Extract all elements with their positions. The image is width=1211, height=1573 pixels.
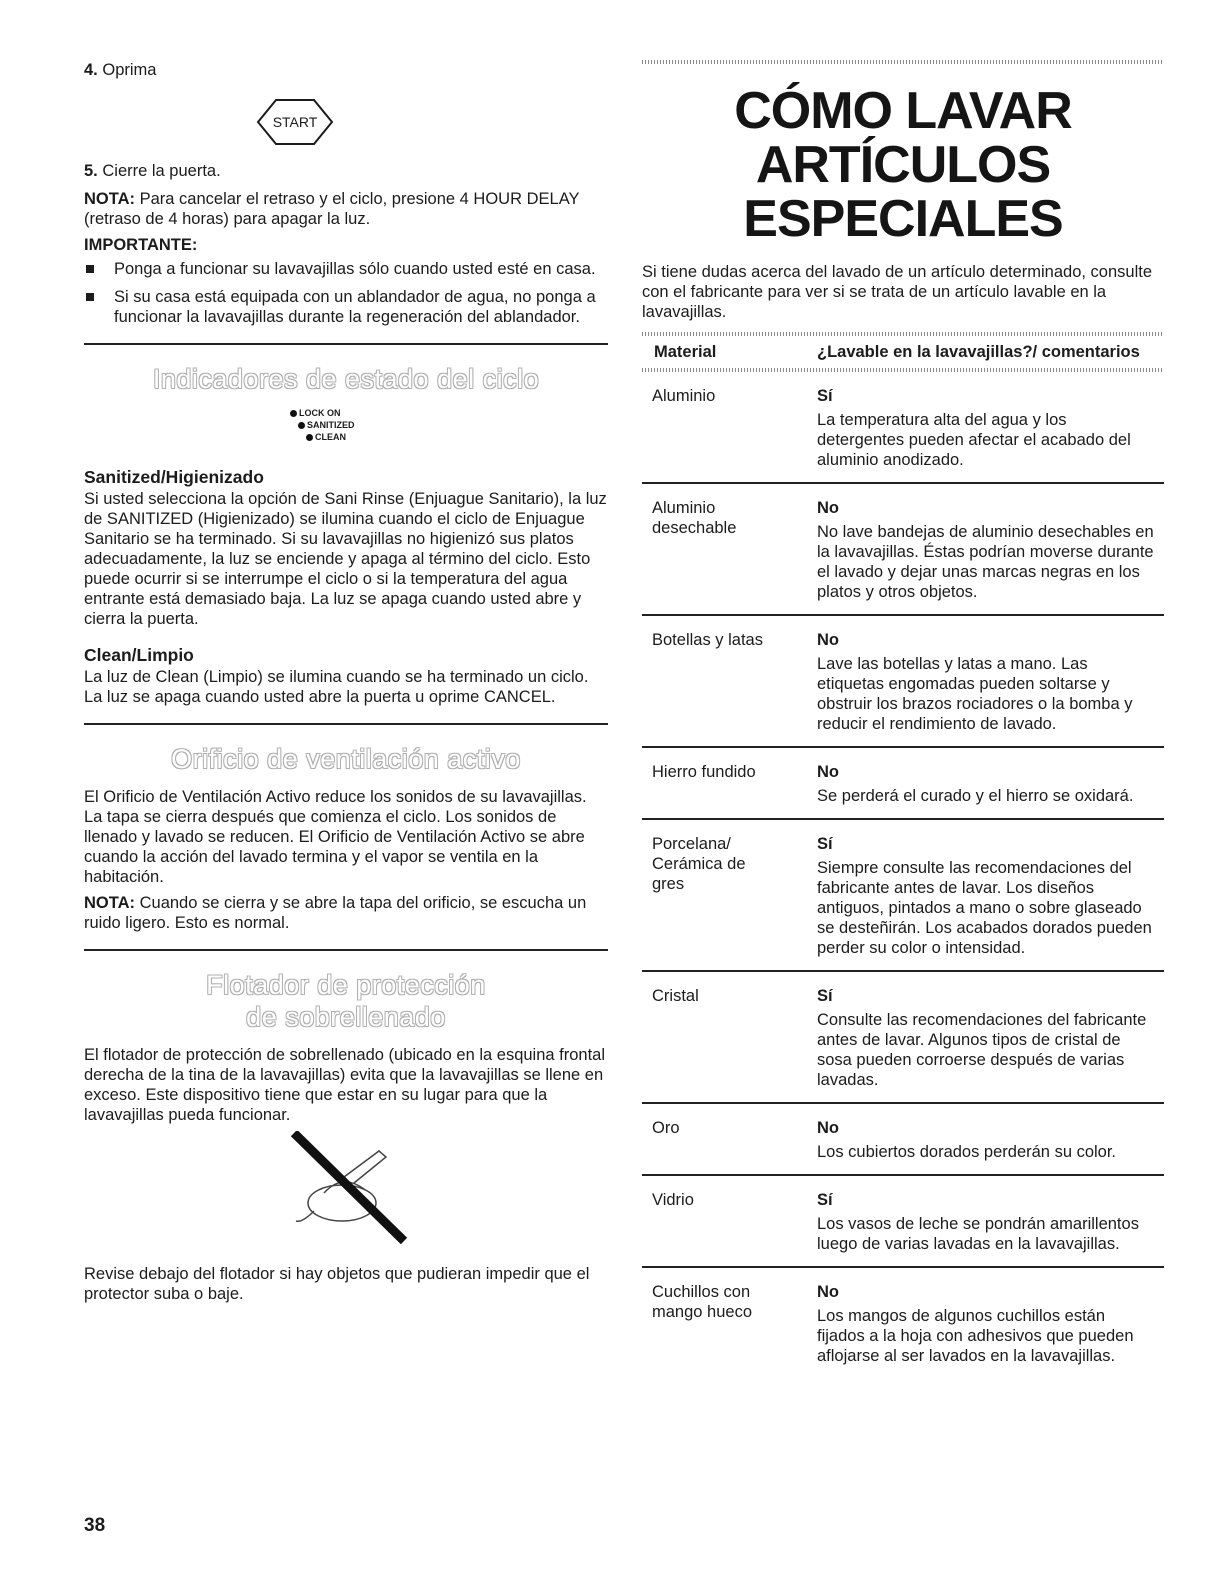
light-sanitized — [298, 419, 608, 431]
important-item: Ponga a funcionar su lavavajillas sólo cuando usted esté en casa. — [84, 259, 608, 279]
comment-cell — [817, 386, 1157, 470]
comment-text: La temperatura alta del agua y los detergentes pueden afectar el acabado del aluminio anodizado. — [817, 411, 1131, 469]
washable-answer: Sí — [817, 835, 833, 853]
dotted-divider — [642, 60, 1164, 64]
washable-answer: No — [817, 1283, 839, 1301]
step-4 — [84, 60, 608, 80]
comment-text: Los cubiertos dorados perderán su color. — [817, 1143, 1117, 1161]
table-row — [642, 1104, 1164, 1176]
material-cell: Aluminio desechable — [652, 499, 737, 537]
title-line: ESPECIALES — [743, 190, 1063, 248]
light-lock-on — [290, 407, 608, 419]
section-divider — [84, 343, 608, 345]
title-line: ARTÍCULOS — [755, 136, 1051, 194]
table-row — [642, 820, 1164, 972]
indicator-lights — [290, 407, 608, 443]
material-cell: Cuchillos con mango hueco — [652, 1283, 752, 1321]
washable-answer: No — [817, 763, 839, 781]
title-line: CÓMO LAVAR — [734, 82, 1072, 140]
step-5 — [84, 161, 608, 181]
light-dot-icon — [298, 422, 305, 429]
section-title-float — [84, 969, 608, 1033]
important-heading: IMPORTANTE: — [84, 236, 198, 254]
title-line: de sobrellenado — [246, 1002, 446, 1032]
material-cell: Cristal — [652, 987, 699, 1005]
washable-answer: Sí — [817, 987, 833, 1005]
material-cell: Oro — [652, 1119, 680, 1137]
section-divider — [84, 949, 608, 951]
comment-cell — [817, 1282, 1157, 1366]
section-title-indicators: Indicadores de estado del ciclo — [152, 364, 540, 394]
page-title — [642, 84, 1164, 246]
table-row — [642, 1176, 1164, 1268]
comment-text: No lave bandejas de aluminio desechables en la lavavajillas. Éstas podrían moverse durante el lavado y dejar unas marcas negras en los platos y otros objetos. — [817, 523, 1154, 601]
sanitized-heading: Sanitized/Higienizado — [84, 467, 264, 487]
step-number: 5. — [84, 162, 98, 180]
right-column — [642, 60, 1164, 1378]
comment-text: Los mangos de algunos cuchillos están fijados a la hoja con adhesivos que pueden aflojarse al ser lavados en la lavavajillas. — [817, 1307, 1134, 1365]
title-line: Flotador de protección — [206, 970, 486, 1000]
clean-text: La luz de Clean (Limpio) se ilumina cuando se ha terminado un ciclo. La luz se apaga cuando usted abre la puerta u oprime CANCEL. — [84, 668, 589, 706]
start-button-icon — [254, 96, 334, 148]
light-label: LOCK ON — [299, 408, 341, 418]
left-column — [84, 60, 608, 1304]
light-dot-icon — [306, 434, 313, 441]
sanitized-text: Si usted selecciona la opción de Sani Rinse (Enjuague Sanitario), la luz de SANITIZED (Higienizado) se ilumina cuando el ciclo de Enjuague Sanitario se ha terminado. Si su lavavajillas no higienizó sus platos adecuadamente, la luz se enciende y apaga al término del ciclo. Esto puede ocurrir si se interrumpe el ciclo o si la temperatura del agua entrante está demasiado baja. La luz se apaga cuando usted abre y cierra la puerta. — [84, 490, 607, 628]
note-text: Cuando se cierra y se abre la tapa del orificio, se escucha un ruido ligero. Esto es normal. — [84, 894, 587, 932]
important-item: Si su casa está equipada con un ablandador de agua, no ponga a funcionar la lavavajillas durante la regeneración del ablandador. — [84, 287, 608, 327]
comment-cell — [817, 1118, 1157, 1162]
material-cell: Vidrio — [652, 1191, 694, 1209]
step-text: Cierre la puerta. — [102, 162, 221, 180]
step-text: Oprima — [102, 61, 157, 79]
comment-cell — [817, 1190, 1157, 1254]
vent-note — [84, 893, 608, 933]
important-list — [84, 259, 608, 327]
header-washable: ¿Lavable en la lavavajillas?/ comentarios — [817, 343, 1140, 361]
comment-text: Lave las botellas y latas a mano. Las etiquetas engomadas pueden soltarse y obstruir los brazos rociadores o la bomba y reducir el rendimiento de lavado. — [817, 655, 1133, 733]
step-number: 4. — [84, 61, 98, 79]
table-row — [642, 484, 1164, 616]
note-label: NOTA: — [84, 894, 136, 912]
comment-text: Los vasos de leche se pondrán amarillentos luego de varias lavadas en la lavavajillas. — [817, 1215, 1139, 1253]
comment-text: Consulte las recomendaciones del fabricante antes de lavar. Algunos tipos de cristal de sosa pueden corroerse después de varias lavadas. — [817, 1011, 1147, 1089]
start-icon-label: START — [272, 114, 318, 130]
float-text: El flotador de protección de sobrellenado (ubicado en la esquina frontal derecha de la tina de la lavavajillas) evita que la lavavajillas se llene en exceso. Este dispositivo tiene que estar en su lugar para que la lavavajillas pueda funcionar. — [84, 1046, 606, 1124]
section-divider — [84, 723, 608, 725]
light-label: SANITIZED — [307, 420, 355, 430]
note-label: NOTA: — [84, 190, 136, 208]
overfill-float-icon — [284, 1131, 414, 1251]
material-cell: Hierro fundido — [652, 763, 756, 781]
comment-text: Se perderá el curado y el hierro se oxidará. — [817, 787, 1134, 805]
section-title-vent: Orificio de ventilación activo — [171, 744, 521, 774]
table-row — [642, 748, 1164, 820]
table-header — [642, 336, 1164, 368]
light-dot-icon — [290, 410, 297, 417]
table-row — [642, 1268, 1164, 1378]
comment-cell — [817, 986, 1157, 1090]
header-material: Material — [654, 343, 717, 361]
washable-answer: No — [817, 499, 839, 517]
comment-cell — [817, 762, 1157, 806]
comment-cell — [817, 498, 1157, 602]
note-cancel-delay — [84, 189, 608, 229]
table-body — [642, 372, 1164, 1378]
comment-cell — [817, 834, 1157, 958]
comment-cell — [817, 630, 1157, 734]
light-label: CLEAN — [315, 432, 346, 442]
clean-heading: Clean/Limpio — [84, 645, 194, 665]
material-cell: Aluminio — [652, 387, 716, 405]
light-clean — [306, 431, 608, 443]
washable-answer: No — [817, 631, 839, 649]
material-cell: Porcelana/ Cerámica de gres — [652, 835, 746, 893]
comment-text: Siempre consulte las recomendaciones del fabricante antes de lavar. Los diseños antiguos, pintados a mano o sobre glaseado se desteñirán. Los acabados dorados pueden perder su color o intensidad. — [817, 859, 1152, 957]
table-row — [642, 972, 1164, 1104]
material-cell: Botellas y latas — [652, 631, 763, 649]
washable-answer: Sí — [817, 387, 833, 405]
float-check-text: Revise debajo del flotador si hay objetos que pudieran impedir que el protector suba o baje. — [84, 1265, 590, 1303]
page-number: 38 — [84, 1515, 106, 1536]
washable-answer: No — [817, 1119, 839, 1137]
intro-text: Si tiene dudas acerca del lavado de un artículo determinado, consulte con el fabricante para ver si se trata de un artículo lavable en la lavavajillas. — [642, 263, 1152, 321]
vent-text: El Orificio de Ventilación Activo reduce los sonidos de su lavavajillas. La tapa se cierra después que comienza el ciclo. Los sonidos de llenado y lavado se reducen. El Orificio de Ventilación Activo se abre cuando la acción del lavado termina y el vapor se ventila en la habitación. — [84, 788, 587, 886]
table-row — [642, 372, 1164, 484]
table-row — [642, 616, 1164, 748]
washable-answer: Sí — [817, 1191, 833, 1209]
note-text: Para cancelar el retraso y el ciclo, presione 4 HOUR DELAY (retraso de 4 horas) para apagar la luz. — [84, 190, 580, 228]
